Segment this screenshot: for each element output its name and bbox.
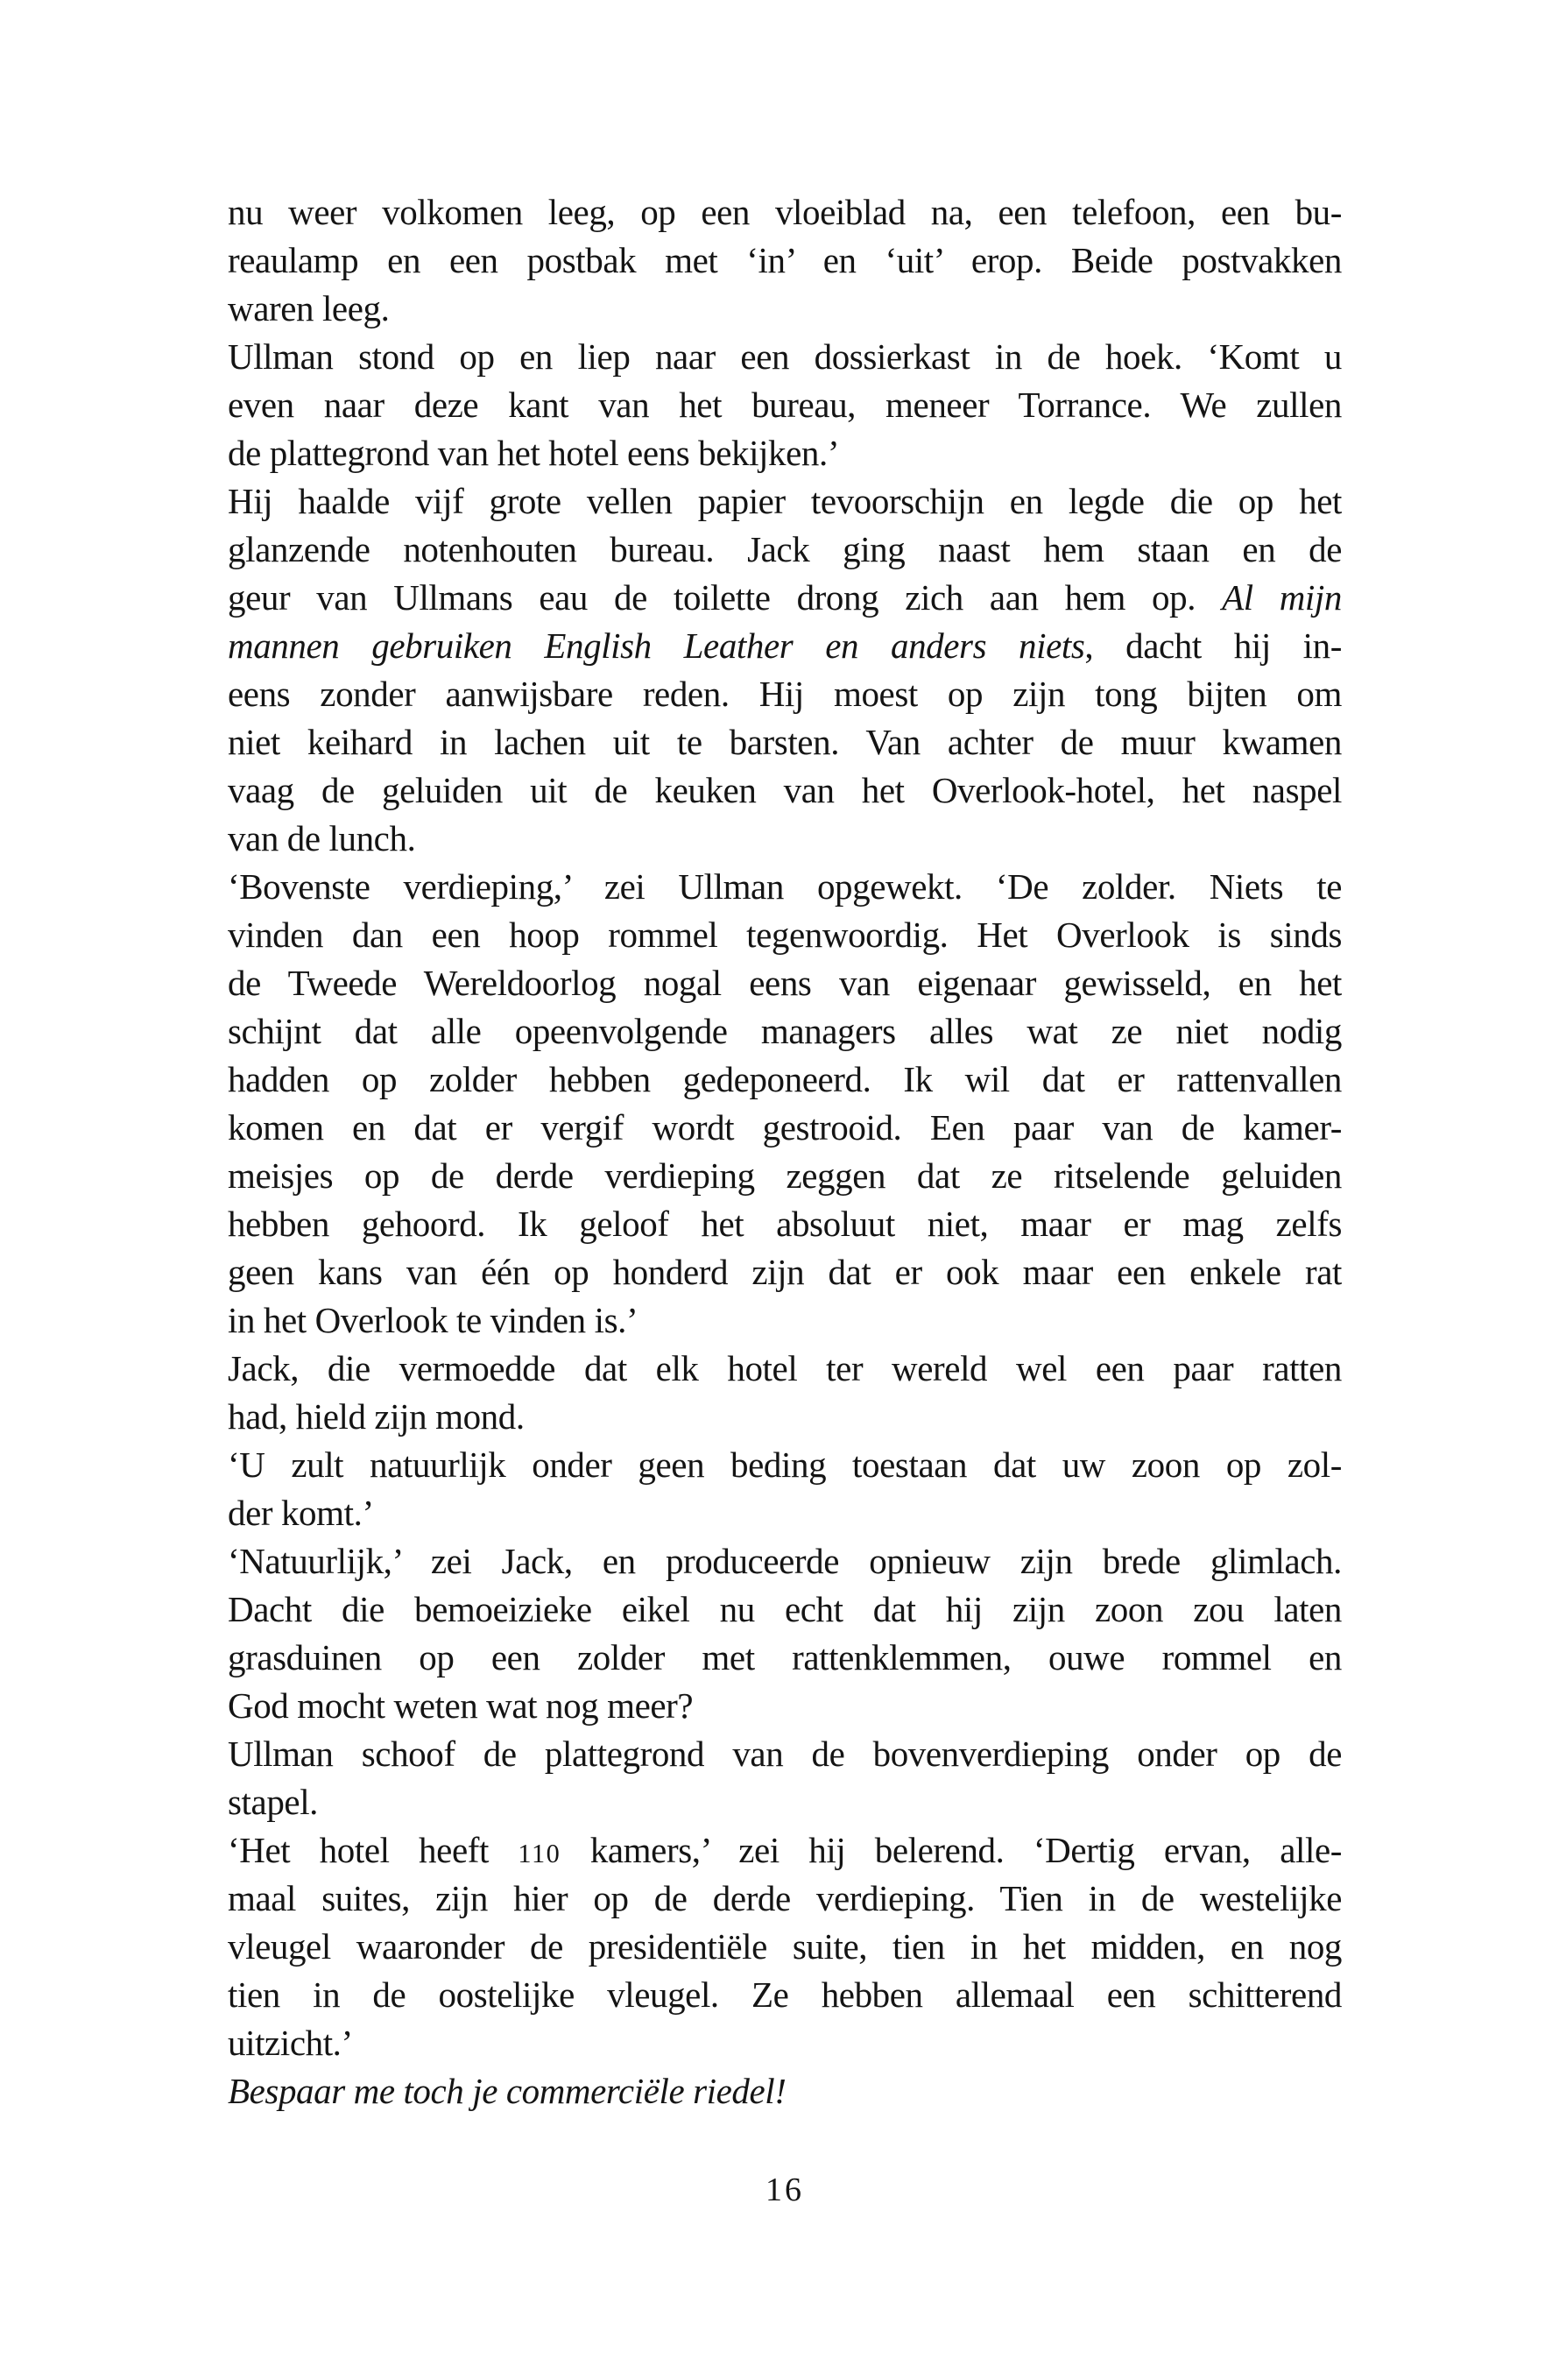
text-segment: waren leeg. bbox=[228, 288, 390, 328]
text-segment: eens zonder aanwijsbare reden. Hij moest op zijn tong bijten om bbox=[228, 674, 1342, 714]
text-line bbox=[228, 1056, 1342, 1104]
text-line bbox=[228, 1200, 1342, 1248]
text-segment: ‘U zult natuurlijk onder geen beding toestaan dat uw zoon op zol- bbox=[228, 1444, 1342, 1485]
text-line bbox=[228, 1875, 1342, 1923]
text-segment: der komt.’ bbox=[228, 1493, 374, 1533]
text-line bbox=[228, 1393, 1342, 1441]
text-line bbox=[228, 959, 1342, 1007]
text-segment: Ullman schoof de plattegrond van de bovenverdieping onder op de bbox=[228, 1734, 1342, 1774]
text-segment: , dacht hij in- bbox=[1084, 625, 1342, 666]
text-line bbox=[228, 237, 1342, 285]
text-segment: meisjes op de derde verdieping zeggen dat ze ritselende geluiden bbox=[228, 1155, 1342, 1196]
text-segment: niet keihard in lachen uit te barsten. Van achter de muur kwamen bbox=[228, 722, 1342, 762]
italic-text: mannen gebruiken English Leather en anders niets bbox=[228, 625, 1085, 666]
text-segment: ‘Het hotel heeft bbox=[228, 1830, 519, 1870]
text-segment: vleugel waaronder de presidentiële suite, tien in het midden, en nog bbox=[228, 1926, 1342, 1967]
text-line bbox=[228, 1778, 1342, 1826]
text-line bbox=[228, 1682, 1342, 1730]
text-segment: schijnt dat alle opeenvolgende managers alles wat ze niet nodig bbox=[228, 1011, 1342, 1051]
text-line bbox=[228, 1104, 1342, 1152]
text-segment: had, hield zijn mond. bbox=[228, 1396, 525, 1437]
text-segment: geur van Ullmans eau de toilette drong zich aan hem op. bbox=[228, 577, 1223, 618]
text-segment: geen kans van één op honderd zijn dat er ook maar een enkele rat bbox=[228, 1252, 1342, 1292]
text-segment: nu weer volkomen leeg, op een vloeiblad na, een telefoon, een bu- bbox=[228, 192, 1342, 232]
text-segment: vinden dan een hoop rommel tegenwoordig. Het Overlook is sinds bbox=[228, 915, 1342, 955]
italic-text: Al mijn bbox=[1222, 577, 1342, 618]
text-segment: in het Overlook te vinden is.’ bbox=[228, 1300, 638, 1340]
text-line bbox=[228, 1007, 1342, 1056]
text-segment: tien in de oostelijke vleugel. Ze hebben allemaal een schitterend bbox=[228, 1974, 1342, 2015]
text-line bbox=[228, 1152, 1342, 1200]
text-line bbox=[228, 2019, 1342, 2067]
text-line bbox=[228, 718, 1342, 766]
text-line bbox=[228, 526, 1342, 574]
text-segment: glanzende notenhouten bureau. Jack ging naast hem staan en de bbox=[228, 529, 1342, 569]
text-segment: vaag de geluiden uit de keuken van het Overlook-hotel, het naspel bbox=[228, 770, 1342, 810]
text-segment: God mocht weten wat nog meer? bbox=[228, 1685, 694, 1726]
text-line bbox=[228, 1634, 1342, 1682]
text-line bbox=[228, 1489, 1342, 1537]
text-segment: kamers,’ zei hij belerend. ‘Dertig ervan, alle- bbox=[561, 1830, 1342, 1870]
text-segment: grasduinen op een zolder met rattenklemmen, ouwe rommel en bbox=[228, 1637, 1342, 1677]
text-segment: Jack, die vermoedde dat elk hotel ter wereld wel een paar ratten bbox=[228, 1348, 1342, 1388]
text-segment: komen en dat er vergif wordt gestrooid. Een paar van de kamer- bbox=[228, 1107, 1342, 1148]
text-line bbox=[228, 1441, 1342, 1489]
text-line bbox=[228, 1248, 1342, 1296]
text-segment: de Tweede Wereldoorlog nogal eens van eigenaar gewisseld, en het bbox=[228, 963, 1342, 1003]
text-segment: uitzicht.’ bbox=[228, 2023, 353, 2063]
text-segment: even naar deze kant van het bureau, meneer Torrance. We zullen bbox=[228, 385, 1342, 425]
text-line bbox=[228, 381, 1342, 429]
page-number: 16 bbox=[765, 2172, 804, 2208]
text-line bbox=[228, 574, 1342, 622]
text-line bbox=[228, 766, 1342, 815]
text-line bbox=[228, 1585, 1342, 1634]
text-line bbox=[228, 1537, 1342, 1585]
text-line bbox=[228, 1296, 1342, 1345]
text-line bbox=[228, 333, 1342, 381]
text-segment: hadden op zolder hebben gedeponeerd. Ik wil dat er rattenvallen bbox=[228, 1059, 1342, 1099]
text-segment: Ullman stond op en liep naar een dossierkast in de hoek. ‘Komt u bbox=[228, 336, 1342, 377]
text-line bbox=[228, 1826, 1342, 1875]
oldstyle-number: 110 bbox=[518, 1839, 561, 1868]
italic-text: Bespaar me toch je commerciële riedel! bbox=[228, 2071, 787, 2111]
text-segment: stapel. bbox=[228, 1782, 319, 1822]
text-segment: hebben gehoord. Ik geloof het absoluut niet, maar er mag zelfs bbox=[228, 1204, 1342, 1244]
text-segment: Dacht die bemoeizieke eikel nu echt dat hij zijn zoon zou laten bbox=[228, 1589, 1342, 1629]
text-line bbox=[228, 670, 1342, 718]
text-line bbox=[228, 911, 1342, 959]
text-segment: Hij haalde vijf grote vellen papier tevoorschijn en legde die op het bbox=[228, 481, 1342, 521]
text-segment: maal suites, zijn hier op de derde verdieping. Tien in de westelijke bbox=[228, 1878, 1342, 1918]
text-segment: de plattegrond van het hotel eens bekijken.’ bbox=[228, 433, 840, 473]
text-segment: ‘Natuurlijk,’ zei Jack, en produceerde opnieuw zijn brede glimlach. bbox=[228, 1541, 1342, 1581]
text-line bbox=[228, 815, 1342, 863]
text-line bbox=[228, 1923, 1342, 1971]
text-segment: reaulamp en een postbak met ‘in’ en ‘uit’ erop. Beide postvakken bbox=[228, 240, 1342, 280]
text-line bbox=[228, 188, 1342, 237]
text-line bbox=[228, 2067, 1342, 2115]
text-segment: ‘Bovenste verdieping,’ zei Ullman opgewekt. ‘De zolder. Niets te bbox=[228, 866, 1342, 907]
text-line bbox=[228, 1730, 1342, 1778]
text-line bbox=[228, 477, 1342, 526]
text-block bbox=[228, 188, 1342, 2115]
text-line bbox=[228, 863, 1342, 911]
text-line bbox=[228, 429, 1342, 477]
text-line bbox=[228, 285, 1342, 333]
text-line bbox=[228, 1971, 1342, 2019]
text-line bbox=[228, 1345, 1342, 1393]
text-line bbox=[228, 622, 1342, 670]
text-segment: van de lunch. bbox=[228, 818, 416, 858]
